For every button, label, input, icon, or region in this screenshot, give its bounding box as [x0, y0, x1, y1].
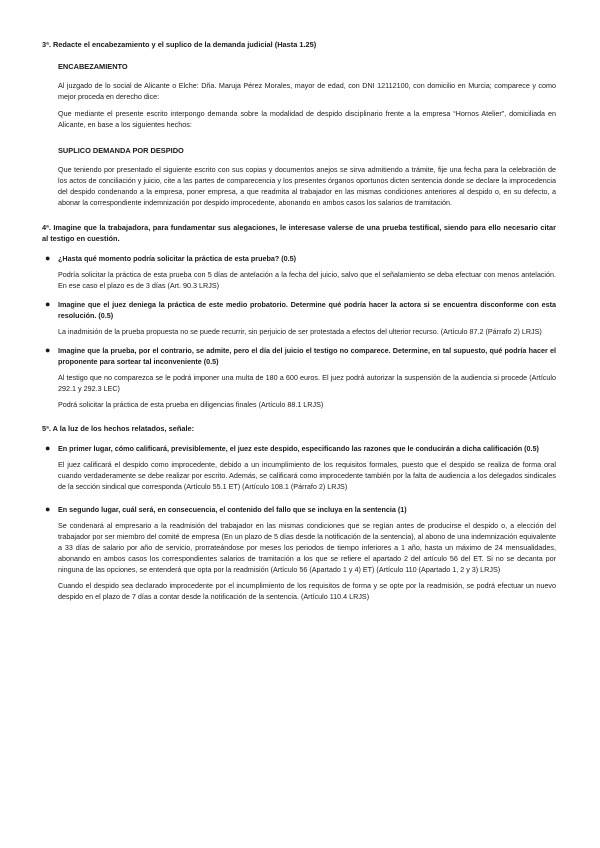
answer-text: La inadmisión de la prueba propuesta no se puede recurrir, sin perjuicio de ser protestada a efectos del ulterior recurso. (Artículo 87.2 (Párrafo 2) LRJS): [58, 327, 542, 336]
section-5-heading: 5ª. A la luz de los hechos relatados, señale:: [42, 424, 195, 433]
section-5-answer-1: [58, 459, 556, 492]
answer-text-a: Se condenará al empresario a la readmisión del trabajador en las mismas condiciones que se regían antes de producirse el despido o, a elección del trabajador por ser miembro del comité de empresa (En un plazo de 5 días desde la notificación de la sentencia), al abono de una indemnización equivalente a 33 días de salario por año de servicio, prorrateándose por meses los periodos de tiempo inferiores a 1 año, hasta un máximo de 24 mensualidades, abonando en ambos casos los correspondientes salarios de tramitación a los que se refiere el apartado 2 del artículo 56 del ET. Si no se decanta por ninguna de las opciones, se entenderá que opta por la readmisión (Artículo 56 (Apartado 1 y 4) ET) (Artículo 110 (Apartado 1, 2 y 3) LRJS): [58, 521, 556, 574]
question-text: Imagine que la prueba, por el contrario, se admite, pero el día del juicio el testigo no comparece. Determine, en tal supuesto, qué podría hacer el proponente para sortear tal inconveniente (0.5): [58, 346, 556, 366]
question-text: En primer lugar, cómo calificará, previsiblemente, el juez este despido, especificando las razones que le conducirán a dicha calificación (0.5): [58, 444, 539, 453]
section-5-answer-2: [58, 520, 556, 602]
section-3-body: [58, 62, 556, 208]
section-5-question-2: [45, 504, 556, 515]
section-4-question-3: [45, 345, 556, 367]
answer-text: Podría solicitar la práctica de esta prueba con 5 días de antelación a la fecha del juicio, salvo que el señalamiento se deba efectuar con menos antelación. En ese caso el plazo es de 3 días (Art. 90.3 LRJS): [58, 270, 556, 290]
suplico-title: SUPLICO DEMANDA POR DESPIDO: [58, 146, 184, 155]
section-4-heading: 4ª. Imagine que la trabajadora, para fundamentar sus alegaciones, le interesase valerse de una prueba testifical, siendo para ello necesario citar al testigo en cuestión.: [42, 223, 556, 243]
section-5-question-1: [45, 443, 556, 454]
section-4-answer-1: [58, 269, 556, 291]
answer-text-b: Podrá solicitar la práctica de esta prueba en diligencias finales (Artículo 88.1 LRJS): [58, 400, 324, 409]
answer-text-b: Cuando el despido sea declarado improcedente por el incumplimiento de los requisitos de forma y se opte por la readmisión, se podrá efectuar un nuevo despido en el plazo de 7 días a contar desde la notificación de la sentencia. (Artículo 110.4 LRJS): [58, 581, 556, 601]
bullet-icon: ●: [45, 253, 51, 263]
bullet-icon: ●: [45, 504, 51, 514]
section-4-question-1: [45, 253, 556, 264]
question-text: ¿Hasta qué momento podría solicitar la práctica de esta prueba? (0.5): [58, 254, 297, 263]
section-4-answer-3: [58, 372, 556, 410]
question-text: En segundo lugar, cuál será, en consecuencia, el contenido del fallo que se incluya en la sentencia (1): [58, 505, 407, 514]
encabezamiento-paragraph-1: Al juzgado de lo social de Alicante o Elche: Dña. Maruja Pérez Morales, mayor de edad, con DNI 12112100, con domicilio en Murcia; comparece y como mejor proceda en derecho dice:: [58, 81, 556, 101]
bullet-icon: ●: [45, 443, 51, 453]
encabezamiento-title: ENCABEZAMIENTO: [58, 62, 128, 71]
question-text: Imagine que el juez deniega la práctica de este medio probatorio. Determine qué podría hacer la actora si se encuentra disconforme con esta resolución. (0.5): [58, 300, 556, 320]
encabezamiento-paragraph-2: Que mediante el presente escrito interpongo demanda sobre la modalidad de despido disciplinario frente a la empresa “Hornos Atelier”, domiciliada en Alicante, en base a los siguientes hechos:: [58, 109, 556, 129]
bullet-icon: ●: [45, 345, 51, 355]
suplico-paragraph: Que teniendo por presentado el siguiente escrito con sus copias y documentos anejos se sirva admitiendo a trámite, fije una fecha para la celebración de los actos de conciliación y juicio, cite a las partes de comparecencia y los presentes órganos oportunos dicten sentencia donde se declare la improcedencia del despido condenando a la empresa, poner empresa, a que readmita al trabajador en las mismas condiciones anteriores al despido o, en su defecto, a abonar la correspondiente indemnización por despido improcedente, abonando en ambos casos los salarios de tramitación.: [58, 165, 556, 207]
answer-text: El juez calificará el despido como improcedente, debido a un incumplimiento de los requisitos formales, puesto que el despido se realiza de forma oral cuando verdaderamente se debe realizar por escrito. Además, se calificará como improcedente también por la falta de audiencia a los delegados sindicales de la sección sindical que corresponda (Artículo 55.1 ET) (Artículo 108.1 (Párrafo 2) LRJS): [58, 460, 556, 491]
section-4-answer-2: [58, 326, 556, 337]
answer-text-a: Al testigo que no comparezca se le podrá imponer una multa de 180 a 600 euros. El juez podrá autorizar la suspensión de la audiencia si procede (Artículo 292.1 y 292.3 LEC): [58, 373, 556, 393]
bullet-icon: ●: [45, 299, 51, 309]
section-4-question-2: [45, 299, 556, 321]
section-3-heading: 3ª. Redacte el encabezamiento y el suplico de la demanda judicial (Hasta 1.25): [42, 40, 317, 49]
